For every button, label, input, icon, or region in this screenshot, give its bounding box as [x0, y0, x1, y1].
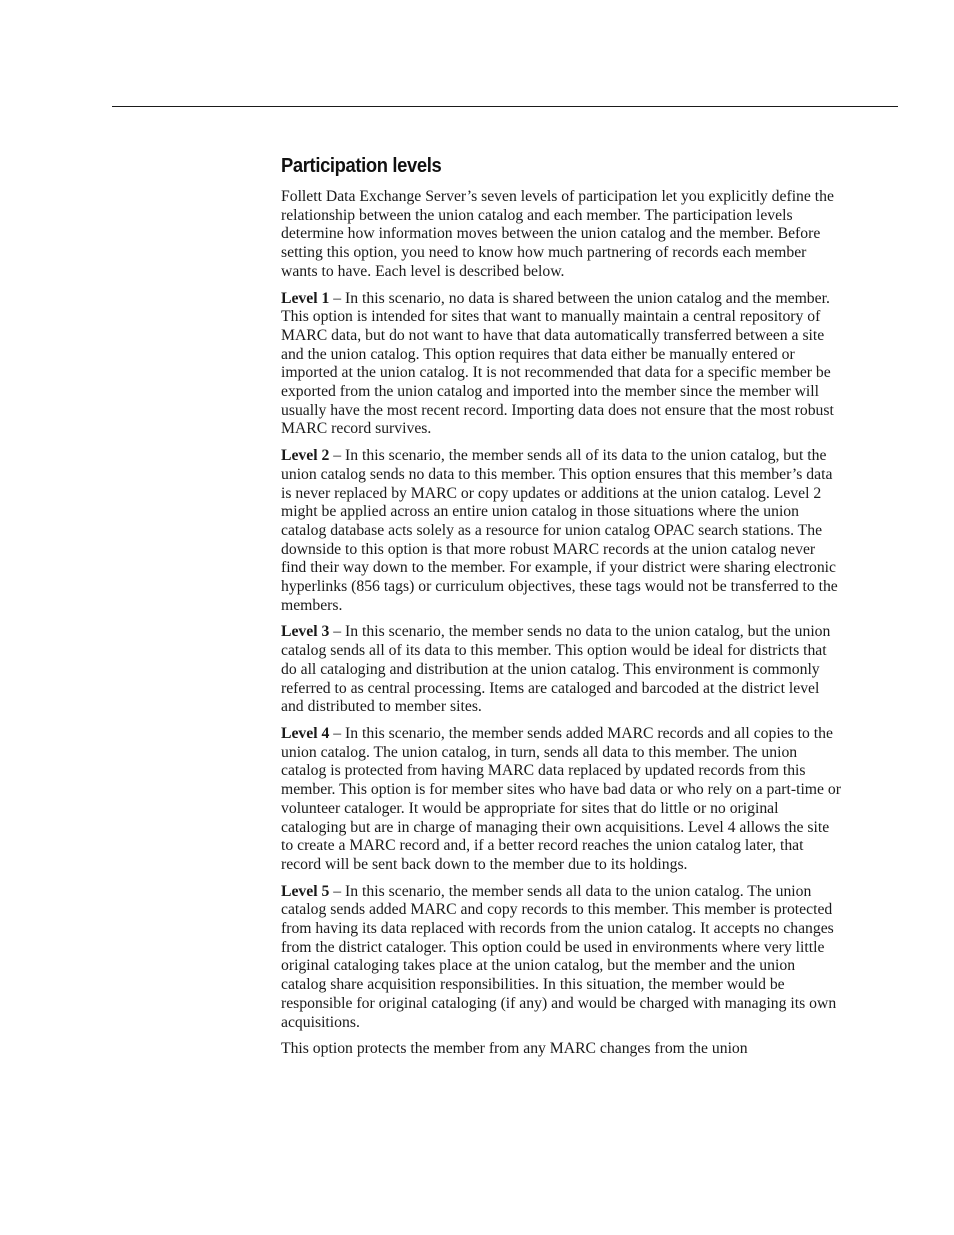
- level-1-paragraph: [281, 290, 844, 440]
- level-2-label: Level 2: [281, 447, 330, 465]
- level-4-label: Level 4: [281, 724, 330, 742]
- level-2-text: – In this scenario, the member sends all of its data to the union catalog, but the union catalog sends no data to this member. This option ensures that this member’s data is never replaced by MARC or copy updates or additions at the union catalog. Level 2 might be applied across an entire union catalog in those situations where the union catalog database acts solely as a resource for union catalog OPAC search stations. The downside to this option is that more robust MARC records at the union catalog never find their way down to the member. For example, if your district were sharing electronic hyperlinks (856 tags) or curriculum objectives, these tags would not be transferred to the members.: [281, 447, 838, 614]
- level-2-paragraph: [281, 447, 844, 615]
- level-1-text: – In this scenario, no data is shared between the union catalog and the member. This option is intended for sites that want to manually maintain a central repository of MARC data, but do not want to have that data automatically transferred between a site and the union catalog. This option requires that data either be manually entered or imported at the union catalog. It is not recommended that data for a specific member be exported from the union catalog and imported into the member since the member will usually have the most recent record. Importing data does not ensure that the most robust MARC record survives.: [281, 289, 834, 438]
- closing-paragraph: This option protects the member from any MARC changes from the union: [281, 1040, 748, 1058]
- level-3-label: Level 3: [281, 623, 330, 641]
- intro-paragraph: Follett Data Exchange Server’s seven levels of participation let you explicitly define the relationship between the union catalog and each member. The participation levels determine how information moves between the union catalog and the member. Before setting this option, you need to know how much partnering of records each member wants to have. Each level is described below.: [281, 188, 834, 280]
- level-4-text: – In this scenario, the member sends added MARC records and all copies to the union catalog. The union catalog, in turn, sends all data to this member. The union catalog is protected from having MARC data replaced by updated records from this member. This option is for member sites who have bad data or who rely on a part-time or volunteer cataloger. It would be appropriate for sites that do little or no original cataloging but are in charge of managing their own acquisitions. Level 4 allows the site to create a MARC record and, if a better record reaches the union catalog later, that record will be sent back down to the member due to its holdings.: [281, 724, 841, 873]
- level-3-text: – In this scenario, the member sends no data to the union catalog, but the union catalog sends all of its data to this member. This option would be ideal for districts that do all cataloging and distribution at the union catalog. This environment is commonly referred to as central processing. Items are cataloged and barcoded at the district level and distributed to member sites.: [281, 623, 831, 716]
- level-5-text: – In this scenario, the member sends all data to the union catalog. The union catalog sends added MARC and copy records to this member. This member is protected from having its data replaced with records from the union catalog. It accepts no changes from the district cataloger. This option could be used in environments where very little original cataloging takes place at the union catalog, but the member and the union catalog share acquisition responsibilities. In this situation, the member would be responsible for original cataloging (if any) and would be charged with managing its own acquisitions.: [281, 882, 837, 1031]
- document-body: [281, 153, 844, 1067]
- level-5-paragraph: [281, 883, 844, 1033]
- section-title: Participation levels: [281, 155, 442, 177]
- header-rule: [112, 106, 898, 107]
- level-4-paragraph: [281, 725, 844, 875]
- level-3-paragraph: [281, 623, 844, 717]
- level-1-label: Level 1: [281, 289, 330, 307]
- level-5-label: Level 5: [281, 882, 330, 900]
